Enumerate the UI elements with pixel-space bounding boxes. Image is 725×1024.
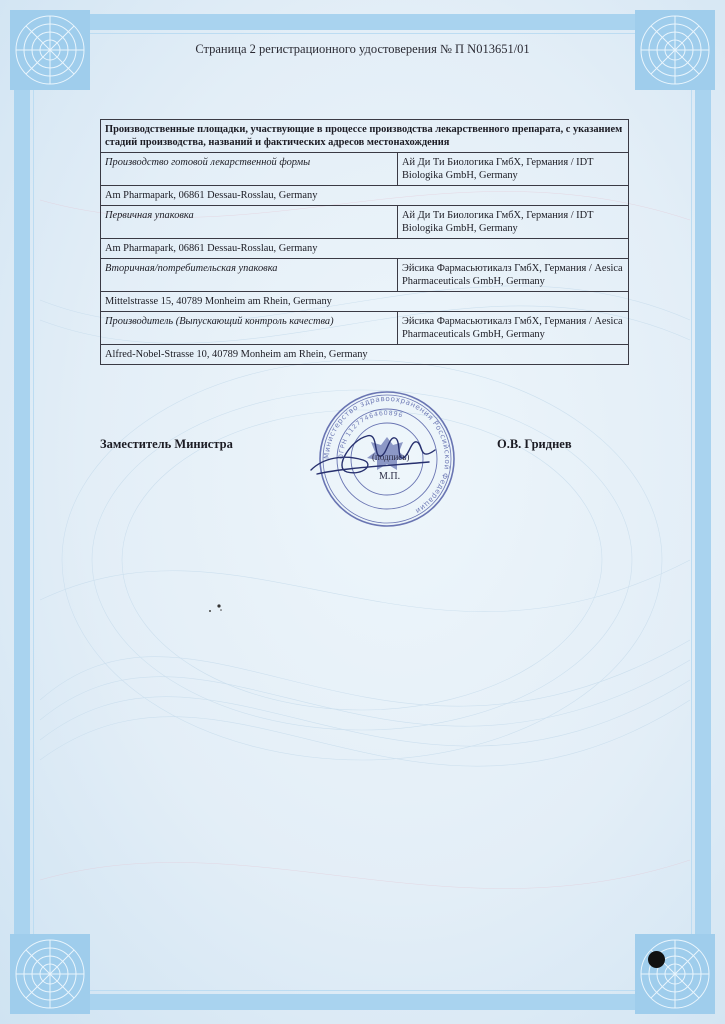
stage-cell: Вторичная/потребительская упаковка bbox=[101, 259, 398, 292]
address-cell: Mittelstrasse 15, 40789 Monheim am Rhein, Germany bbox=[101, 292, 629, 312]
address-cell: Am Pharmapark, 06861 Dessau-Rosslau, Germany bbox=[101, 239, 629, 259]
manufacturer-cell: Ай Ди Ти Биологика ГмбХ, Германия / IDT Biologika GmbH, Germany bbox=[398, 153, 629, 186]
manufacturer-cell: Ай Ди Ти Биологика ГмбХ, Германия / IDT Biologika GmbH, Germany bbox=[398, 206, 629, 239]
manufacturer-cell: Эйсика Фармасьютикалз ГмбХ, Германия / Aesica Pharmaceuticals GmbH, Germany bbox=[398, 259, 629, 292]
address-cell: Am Pharmapark, 06861 Dessau-Rosslau, Germany bbox=[101, 186, 629, 206]
stage-cell: Первичная упаковка bbox=[101, 206, 398, 239]
signatory-position: Заместитель Министра bbox=[100, 437, 233, 451]
ink-specks bbox=[206, 600, 228, 616]
table-row bbox=[101, 239, 629, 259]
table-heading-cell: Производственные площадки, участвующие в процессе производства лекарственного препарата, с указанием стадий производства, названий и фактических адресов местонахождения bbox=[101, 120, 629, 153]
stage-cell: Производство готовой лекарственной формы bbox=[101, 153, 398, 186]
table-row bbox=[101, 186, 629, 206]
page-header: Страница 2 регистрационного удостоверения № П N013651/01 bbox=[195, 42, 530, 56]
address-cell: Alfred-Nobel-Strasse 10, 40789 Monheim am Rhein, Germany bbox=[101, 345, 629, 365]
table-row bbox=[101, 345, 629, 365]
svg-text:ОГРН 1127746460896: ОГРН 1127746460896 bbox=[337, 409, 404, 460]
corner-rosette-ornament bbox=[6, 930, 94, 1018]
table-row bbox=[101, 312, 629, 345]
table-header-row bbox=[101, 120, 629, 153]
punch-hole-mark bbox=[648, 951, 665, 968]
corner-rosette-ornament bbox=[631, 930, 719, 1018]
svg-text:Министерство здравоохранения Р: Министерство здравоохранения Российской Федерации bbox=[321, 393, 453, 517]
production-sites-table bbox=[100, 119, 629, 365]
table-row bbox=[101, 206, 629, 239]
table-row bbox=[101, 292, 629, 312]
signature-caption: (подпись) bbox=[372, 452, 410, 462]
table-row bbox=[101, 153, 629, 186]
stage-cell: Производитель (Выпускающий контроль качества) bbox=[101, 312, 398, 345]
manufacturer-cell: Эйсика Фармасьютикалз ГмбХ, Германия / Aesica Pharmaceuticals GmbH, Germany bbox=[398, 312, 629, 345]
table-row bbox=[101, 259, 629, 292]
signature-scribble bbox=[303, 410, 443, 490]
signatory-name: О.В. Гриднев bbox=[497, 437, 572, 451]
seal-caption: М.П. bbox=[379, 471, 401, 482]
